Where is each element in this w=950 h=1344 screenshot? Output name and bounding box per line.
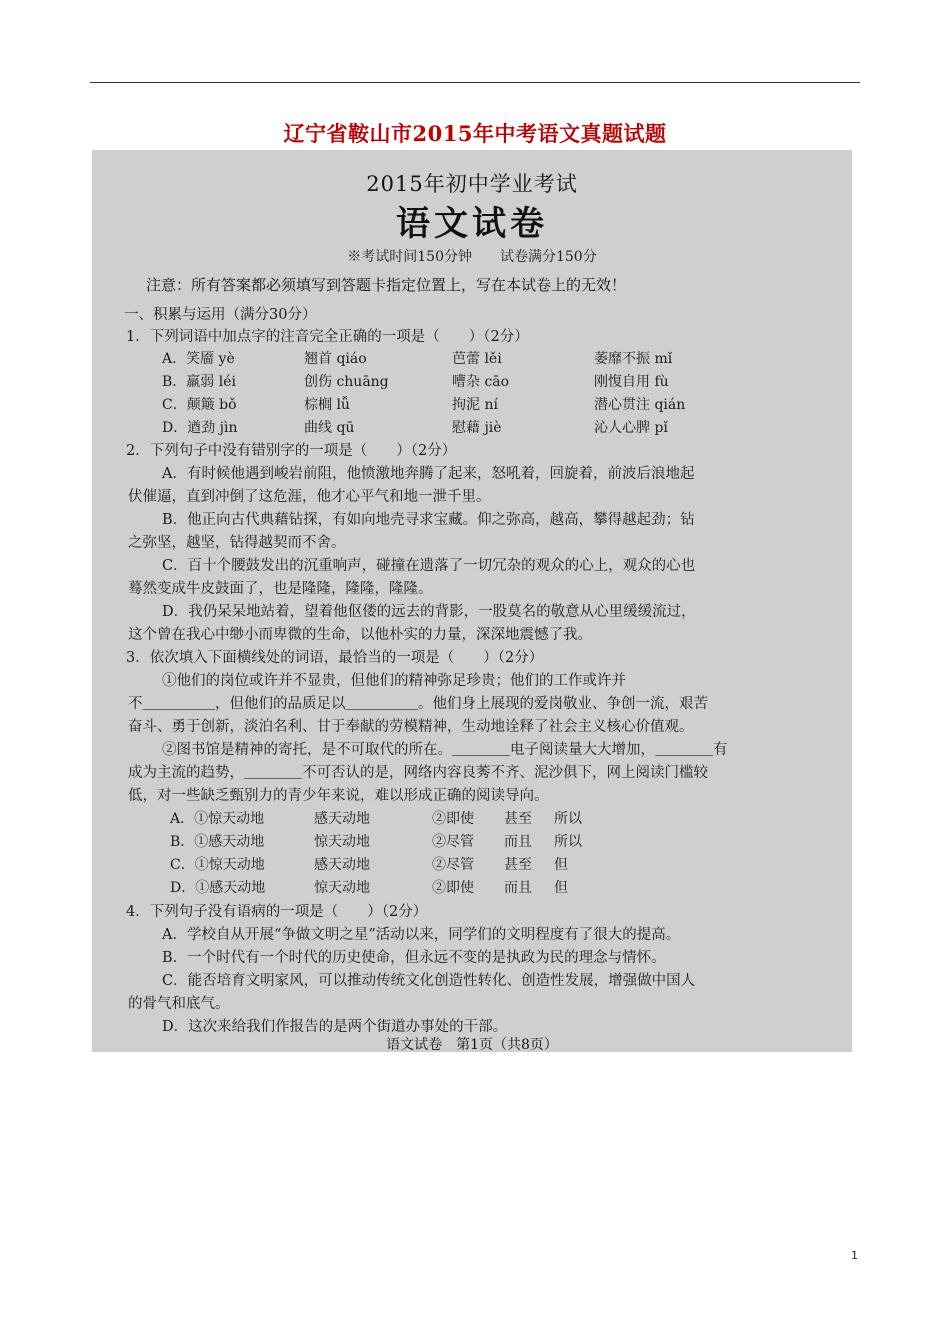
document-title: 辽宁省鞍山市2015年中考语文真题试题 bbox=[283, 121, 667, 146]
q3-option-a-1: A．①惊天动地 bbox=[170, 811, 265, 827]
q2-line: C．百十个腰鼓发出的沉重响声，碰撞在遗落了一切冗杂的观众的心上，观众的心也 bbox=[162, 558, 696, 574]
header-rule bbox=[90, 82, 860, 83]
section-heading: 一、积累与运用（满分30分） bbox=[124, 307, 317, 323]
q1-option-c-4: 潜心贯注 qián bbox=[594, 397, 686, 413]
q3-line: 不＿＿＿＿＿，但他们的品质足以＿＿＿＿＿。他们身上展现的爱岗敬业、争创一流，艰苦 bbox=[128, 696, 708, 712]
exam-subject-title: 语文试卷 bbox=[396, 204, 548, 244]
q3-option-c-3: ②尽管 bbox=[432, 857, 474, 873]
q3-line: 奋斗、勇于创新，淡泊名利、甘于奉献的劳模精神，生动地诠释了社会主义核心价值观。 bbox=[128, 719, 694, 735]
q1-option-b-1: B．羸弱 léi bbox=[162, 374, 236, 390]
q1-option-b-2: 创伤 chuāng bbox=[304, 374, 389, 390]
q1-option-b-4: 刚愎自用 fù bbox=[594, 374, 669, 390]
q3-option-a-5: 所以 bbox=[554, 811, 582, 827]
question-3-stem: 3．依次填入下面横线处的词语，最恰当的一项是（ ）（2分） bbox=[126, 650, 544, 666]
q2-line: B．他正向古代典藉钻探，有如向地壳寻求宝藏。仰之弥高，越高，攀得越起劲；钻 bbox=[162, 512, 695, 528]
q3-line: 低，对一些缺乏甄别力的青少年来说，难以形成正确的阅读导向。 bbox=[128, 788, 549, 804]
q3-line: ②图书馆是精神的寄托，是不可取代的所在。＿＿＿＿电子阅读量大大增加，＿＿＿＿有 bbox=[162, 742, 728, 758]
q1-option-d-4: 沁人心脾 pǐ bbox=[594, 420, 668, 436]
q2-line: 伏催逼，直到冲倒了这危涯，他才心平气和地一泄千里。 bbox=[128, 489, 491, 505]
q1-option-c-2: 棕榈 lǚ bbox=[304, 397, 350, 413]
q3-line: ①他们的岗位或许并不显贵，但他们的精神弥足珍贵；他们的工作或许并 bbox=[162, 673, 626, 689]
q1-option-c-1: C．颠簸 bǒ bbox=[162, 397, 237, 413]
q1-option-a-3: 芭蕾 lěi bbox=[452, 351, 502, 367]
q3-option-b-1: B．①感天动地 bbox=[170, 834, 265, 850]
q3-option-d-2: 惊天动地 bbox=[314, 880, 370, 896]
q1-option-d-2: 曲线 qū bbox=[304, 420, 355, 436]
q3-option-d-5: 但 bbox=[554, 880, 568, 896]
q3-option-c-4: 甚至 bbox=[504, 857, 532, 873]
q1-option-c-3: 拘泥 ní bbox=[452, 397, 498, 413]
q3-option-c-1: C．①惊天动地 bbox=[170, 857, 265, 873]
q2-line: 之弥坚，越坚，钻得越契而不舍。 bbox=[128, 535, 346, 551]
scanned-exam-page bbox=[92, 150, 852, 1052]
q3-option-b-2: 惊天动地 bbox=[314, 834, 370, 850]
question-2-stem: 2．下列句子中没有错别字的一项是（ ）（2分） bbox=[126, 443, 457, 459]
q3-option-c-2: 感天动地 bbox=[314, 857, 370, 873]
q4-line: C．能否培育文明家风，可以推动传统文化创造性转化、创造性发展，增强做中国人 bbox=[162, 973, 696, 989]
q1-option-a-4: 萎靡不振 mǐ bbox=[594, 351, 673, 367]
q4-line: 的骨气和底气。 bbox=[128, 996, 230, 1012]
q1-option-d-1: D．遒劲 jìn bbox=[162, 420, 238, 436]
q3-line: 成为主流的趋势，＿＿＿＿不可否认的是，网络内容良莠不齐、泥沙俱下，网上阅读门槛较 bbox=[128, 765, 708, 781]
q3-option-b-4: 而且 bbox=[504, 834, 532, 850]
q2-line: 蓦然变成牛皮鼓面了，也是隆隆，隆隆，隆隆。 bbox=[128, 581, 433, 597]
question-1-stem: 1．下列词语中加点字的注音完全正确的一项是（ ）（2分） bbox=[126, 329, 529, 345]
q1-option-d-3: 慰藉 jiè bbox=[452, 420, 502, 436]
exam-page-footer: 语文试卷 第1页（共8页） bbox=[386, 1037, 558, 1052]
question-4-stem: 4．下列句子没有语病的一项是（ ）（2分） bbox=[126, 904, 428, 920]
exam-year-line: 2015年初中学业考试 bbox=[366, 172, 578, 196]
q2-line: A．有时候他遇到峻岩前阻，他愤激地奔腾了起来，怒吼着，回旋着，前波后浪地起 bbox=[162, 466, 695, 482]
q3-option-c-5: 但 bbox=[554, 857, 568, 873]
q3-option-a-4: 甚至 bbox=[504, 811, 532, 827]
q1-option-a-2: 翘首 qiáo bbox=[304, 351, 367, 367]
exam-notice: 注意：所有答案都必须填写到答题卡指定位置上，写在本试卷上的无效！ bbox=[146, 276, 627, 294]
q2-line: 这个曾在我心中缈小而卑微的生命，以他朴实的力量，深深地震憾了我。 bbox=[128, 627, 592, 643]
page-number: 1 bbox=[851, 1249, 858, 1262]
q2-line: D．我仍呆呆地站着，望着他伛偻的远去的背影，一股莫名的敬意从心里缓缓流过， bbox=[162, 604, 696, 620]
q3-option-d-1: D．①感天动地 bbox=[170, 880, 266, 896]
q4-line: A．学校自从开展“争做文明之星”活动以来，同学们的文明程度有了很大的提高。 bbox=[162, 927, 681, 943]
q3-option-d-3: ②即使 bbox=[432, 880, 474, 896]
q3-option-b-5: 所以 bbox=[554, 834, 582, 850]
q3-option-d-4: 而且 bbox=[504, 880, 532, 896]
q4-line: D．这次来给我们作报告的是两个街道办事处的干部。 bbox=[162, 1019, 508, 1035]
q1-option-b-3: 嘈杂 cāo bbox=[452, 374, 510, 390]
q1-option-a-1: A．笑靥 yè bbox=[162, 351, 235, 367]
q4-line: B．一个时代有一个时代的历史使命，但永远不变的是执政为民的理念与情怀。 bbox=[162, 950, 666, 966]
q3-option-a-3: ②即使 bbox=[432, 811, 474, 827]
q3-option-a-2: 感天动地 bbox=[314, 811, 370, 827]
exam-meta: ※考试时间150分钟 试卷满分150分 bbox=[347, 249, 597, 265]
q3-option-b-3: ②尽管 bbox=[432, 834, 474, 850]
